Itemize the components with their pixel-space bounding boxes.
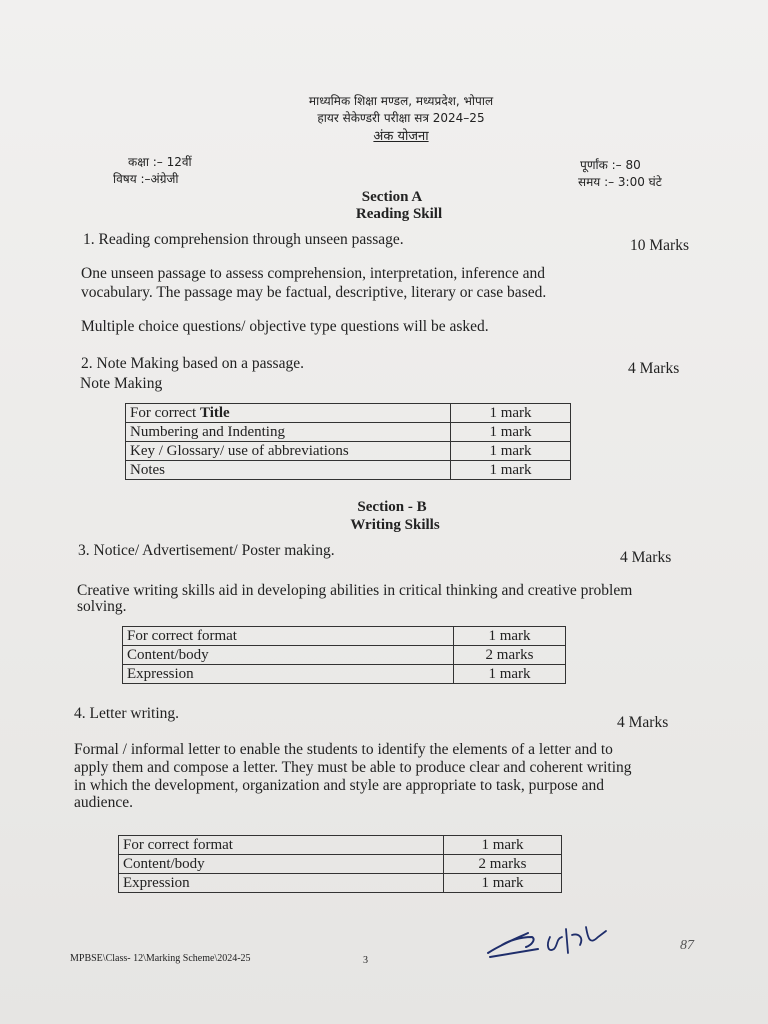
q1-marks: 10 Marks: [630, 237, 689, 254]
q4-paragraph-line: Formal / informal letter to enable the students to identify the elements of a letter and to: [74, 741, 613, 758]
page-number: 3: [363, 955, 368, 966]
table-row: [126, 442, 571, 461]
handwritten-signature: [480, 915, 620, 965]
mark-cell: 1 mark: [444, 836, 562, 855]
criterion-text: For correct: [130, 405, 200, 421]
exam-time: समय :– 3:00 घंटे: [578, 175, 662, 189]
q3-paragraph-line: solving.: [77, 598, 127, 615]
q3-marks-table: [122, 626, 566, 684]
exam-session: हायर सेकेण्डरी परीक्षा सत्र 2024–25: [317, 111, 485, 125]
q1-question-type: Multiple choice questions/ objective type questions will be asked.: [81, 318, 489, 335]
mark-cell: 1 mark: [454, 627, 566, 646]
section-a-heading: Section A: [361, 189, 423, 205]
q1-paragraph-line: One unseen passage to assess comprehension, interpretation, inference and: [81, 265, 545, 282]
q3-marks: 4 Marks: [620, 549, 672, 566]
table-row: [126, 461, 571, 480]
criterion-cell: Content/body: [119, 855, 444, 874]
mark-cell: 1 mark: [444, 874, 562, 893]
section-a-subheading: Reading Skill: [355, 206, 443, 222]
mark-cell: 1 mark: [451, 461, 571, 480]
mark-cell: 1 mark: [451, 442, 571, 461]
table-row: [126, 423, 571, 442]
handwritten-page-number: 87: [680, 938, 694, 953]
criterion-cell: Expression: [123, 665, 454, 684]
table-row: [119, 855, 562, 874]
q2-title: 2. Note Making based on a passage.: [81, 355, 304, 372]
q4-marks-table: [118, 835, 562, 893]
q4-paragraph-line: in which the development, organization and style are appropriate to task, purpose and: [74, 777, 604, 794]
max-marks: पूर्णांक :– 80: [580, 158, 641, 172]
q2-marks-table: [125, 403, 571, 480]
mark-cell: 1 mark: [454, 665, 566, 684]
table-row: [123, 646, 566, 665]
footer-path: MPBSE\Class- 12\Marking Scheme\2024-25: [70, 953, 251, 964]
section-b-heading: Section - B: [357, 499, 427, 515]
table-row: [123, 665, 566, 684]
criterion-cell: For correct format: [123, 627, 454, 646]
criterion-cell: Numbering and Indenting: [126, 423, 451, 442]
scheme-title: अंक योजना: [373, 129, 429, 144]
mark-cell: 2 marks: [444, 855, 562, 874]
q3-paragraph-line: Creative writing skills aid in developing abilities in critical thinking and creative problem: [77, 582, 633, 599]
table-row: [126, 404, 571, 423]
subject-label: विषय :–अंग्रेजी: [113, 172, 179, 186]
q4-marks: 4 Marks: [617, 714, 669, 731]
criterion-cell: Key / Glossary/ use of abbreviations: [126, 442, 451, 461]
criterion-cell: Notes: [126, 461, 451, 480]
mark-cell: 2 marks: [454, 646, 566, 665]
table-row: [119, 874, 562, 893]
q1-title: 1. Reading comprehension through unseen passage.: [83, 231, 404, 248]
criterion-cell: [126, 404, 451, 423]
q2-subtitle: Note Making: [80, 375, 163, 392]
section-b-subheading: Writing Skills: [350, 517, 440, 533]
mark-cell: 1 mark: [451, 404, 571, 423]
mark-cell: 1 mark: [451, 423, 571, 442]
criterion-cell: Expression: [119, 874, 444, 893]
board-name: माध्यमिक शिक्षा मण्डल, मध्यप्रदेश, भोपाल: [308, 94, 494, 108]
criterion-cell: For correct format: [119, 836, 444, 855]
q4-paragraph-line: audience.: [74, 794, 133, 811]
criterion-emphasis: Title: [199, 405, 230, 421]
criterion-cell: Content/body: [123, 646, 454, 665]
q4-paragraph-line: apply them and compose a letter. They must be able to produce clear and coherent writing: [74, 759, 632, 776]
q4-title: 4. Letter writing.: [74, 705, 180, 722]
table-row: [119, 836, 562, 855]
q1-paragraph-line: vocabulary. The passage may be factual, descriptive, literary or case based.: [81, 284, 547, 301]
class-label: कक्षा :– 12वीं: [128, 155, 192, 169]
q3-title: 3. Notice/ Advertisement/ Poster making.: [78, 542, 335, 559]
table-row: [123, 627, 566, 646]
q2-marks: 4 Marks: [628, 360, 680, 377]
